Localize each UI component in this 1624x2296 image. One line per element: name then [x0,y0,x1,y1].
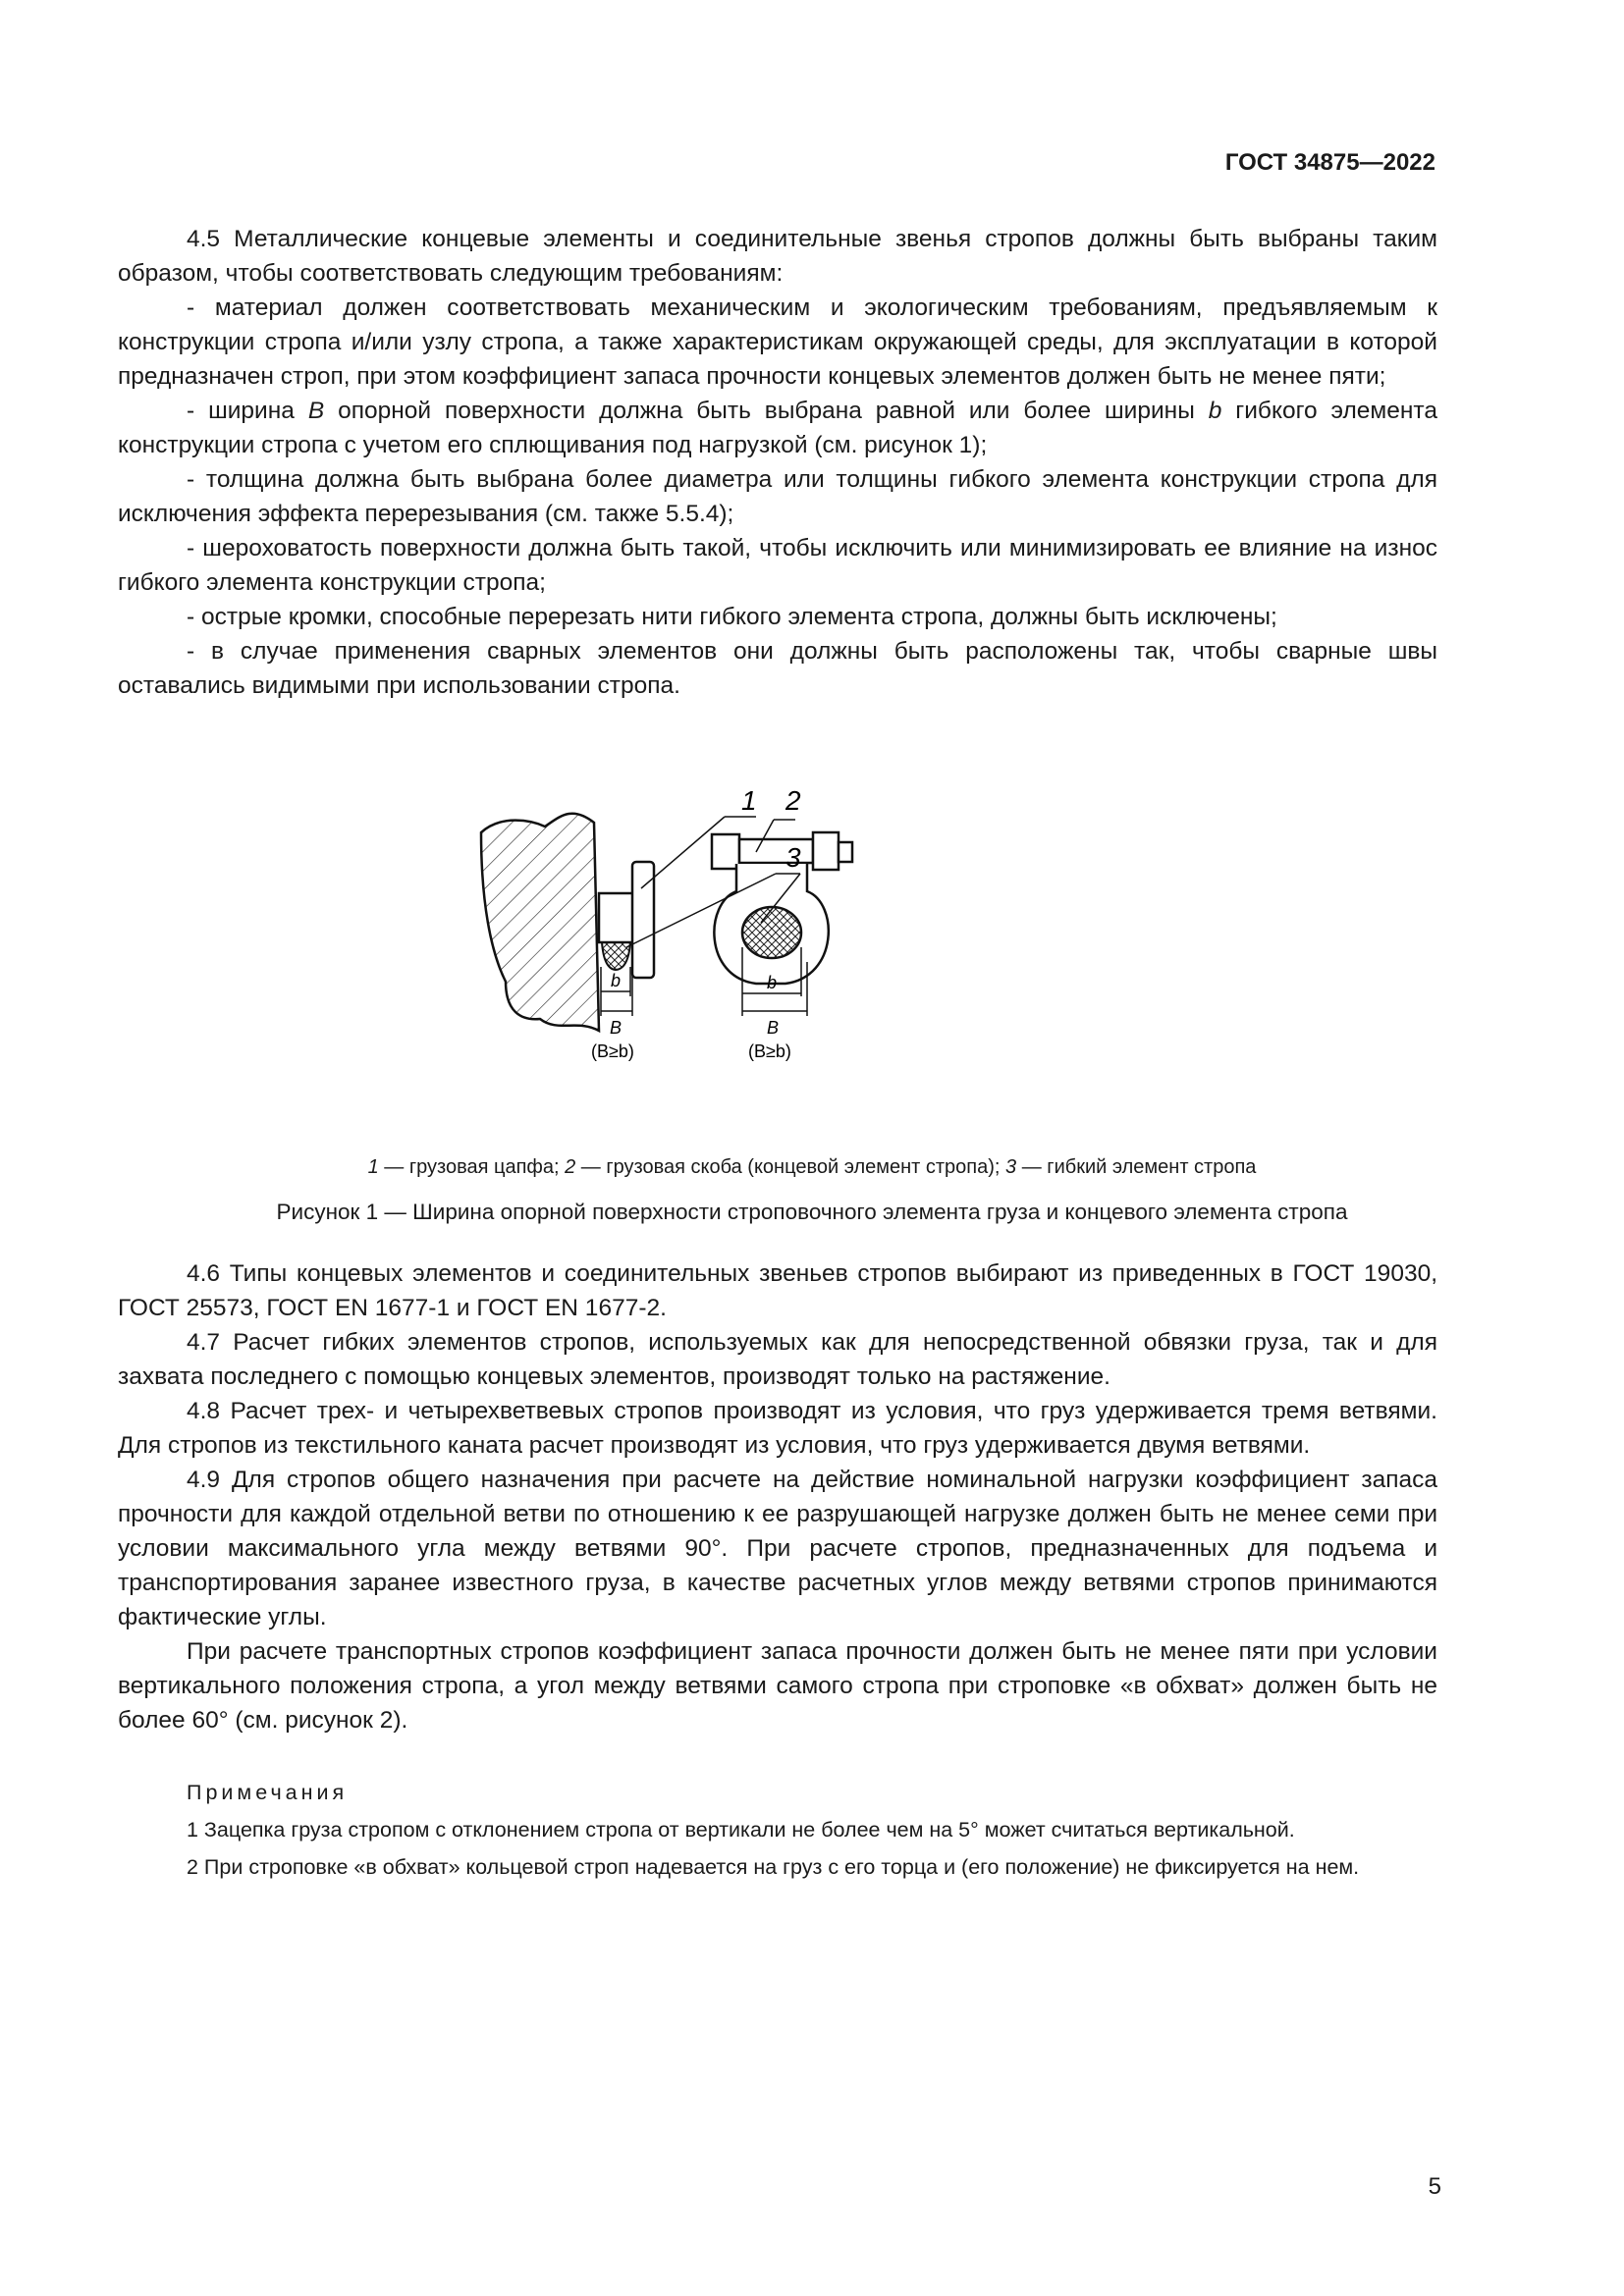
section-4-5 [118,222,1437,703]
note-2: 2 При строповке «в обхват» кольцевой строп надевается на груз с его торца и (его положение) не фиксируется на нем. [187,1855,1360,1879]
legend-n1: 1 [367,1156,379,1178]
figure-1 [461,775,1110,1129]
callout-2: 2 [785,785,801,816]
page-number: 5 [1428,2173,1441,2200]
list-item-material: - материал должен соответствовать механическим и экологическим требованиям, предъявляемым к конструкции стропа и/или узлу стропа, а также характеристикам окружающей среды, для эксплуатации в которой предназначен строп, при этом коэффициент запаса прочности концевых элементов должен быть не менее пяти; [118,294,1437,390]
legend-t2: — грузовая скоба (концевой элемент стропа); [575,1156,1006,1178]
label-cond-left: (B≥b) [591,1041,634,1061]
shackle-nut-right [813,832,839,870]
notes-heading: Примечания [187,1781,349,1804]
label-B-right: B [767,1018,780,1038]
note-1: 1 Зацепка груза стропом с отклонением стропа от вертикали не более чем на 5° может считаться вертикальной. [187,1818,1295,1842]
rope-section-left [602,942,630,970]
label-B-left: B [610,1018,623,1038]
width-item-post: гибкого элемента конструкции стропа с учетом его сплющивания под нагрузкой (см. рисунок 1); [118,398,1437,458]
label-b-left: b [611,971,622,990]
shackle-bolt [739,839,813,863]
figure-caption: Рисунок 1 — Ширина опорной поверхности строповочного элемента груза и концевого элемента стропа [276,1200,1348,1224]
callout-1: 1 [741,785,757,816]
paragraph-4-7: 4.7 Расчет гибких элементов стропов, используемых как для непосредственной обвязки груза, так и для захвата последнего с помощью концевых элементов, производят только на растяжение. [118,1329,1437,1390]
callout-3: 3 [785,842,801,873]
shackle-nut-left [712,834,739,869]
list-item-width [118,394,1437,462]
sections-4-6-to-4-9 [118,1256,1437,1737]
legend-t1: — грузовая цапфа; [378,1156,566,1178]
paragraph-4-6: 4.6 Типы концевых элементов и соединительных звеньев стропов выбирают из приведенных в ГОСТ 19030, ГОСТ 25573, ГОСТ EN 1677-1 и ГОСТ EN 1677-2. [118,1260,1437,1321]
list-item-welds: - в случае применения сварных элементов они должны быть расположены так, чтобы сварные швы оставались видимыми при использовании стропа. [118,638,1437,699]
figure-1-drawing [461,775,1110,1129]
load-body [481,814,599,1031]
rope-section-right [742,907,801,958]
width-item-mid: опорной поверхности должна быть выбрана равной или более ширины [324,398,1209,424]
paragraph-4-8: 4.8 Расчет трех- и четырехветвевых стропов производят из условия, что груз удерживается тремя ветвями. Для стропов из текстильного каната расчет производят из условия, что груз удерживается двумя ветвями. [118,1398,1437,1459]
legend-n2: 2 [565,1156,576,1178]
document-header: ГОСТ 34875—2022 [1224,149,1435,176]
label-cond-right: (B≥b) [748,1041,791,1061]
legend-n3: 3 [1005,1156,1017,1178]
var-b: b [1208,398,1222,424]
paragraph-4-5-intro: 4.5 Металлические концевые элементы и соединительные звенья стропов должны быть выбраны таким образом, чтобы соответствовать следующим требованиям: [118,226,1437,287]
list-item-edges: - острые кромки, способные перерезать нити гибкого элемента стропа, должны быть исключены; [187,604,1277,630]
shackle-bolt-end [839,842,852,862]
notes [118,1777,1437,1889]
figure-legend [0,1156,1624,1179]
width-item-pre: - ширина [187,398,308,424]
list-item-roughness: - шероховатость поверхности должна быть такой, чтобы исключить или минимизировать ее влияние на износ гибкого элемента конструкции стропа; [118,535,1437,596]
paragraph-transport: При расчете транспортных стропов коэффициент запаса прочности должен быть не менее пяти при условии вертикального положения стропа, а угол между ветвями самого стропа при строповке «в обхват» должен быть не более 60° (см. рисунок 2). [118,1638,1437,1734]
label-b-right: b [767,973,778,992]
list-item-thickness: - толщина должна быть выбрана более диаметра или толщины гибкого элемента конструкции стропа для исключения эффекта перерезывания (см. также 5.5.4); [118,466,1437,527]
var-B: B [307,398,325,424]
legend-t3: — гибкий элемент стропа [1016,1156,1257,1178]
paragraph-4-9: 4.9 Для стропов общего назначения при расчете на действие номинальной нагрузки коэффициент запаса прочности для каждой отдельной ветви по отношению к ее разрушающей нагрузке должен быть не менее семи при условии максимального угла между ветвями 90°. При расчете стропов, предназначенных для подъема и транспортирования заранее известного груза, в качестве расчетных углов между ветвями стропов принимаются фактические углы. [118,1467,1437,1630]
